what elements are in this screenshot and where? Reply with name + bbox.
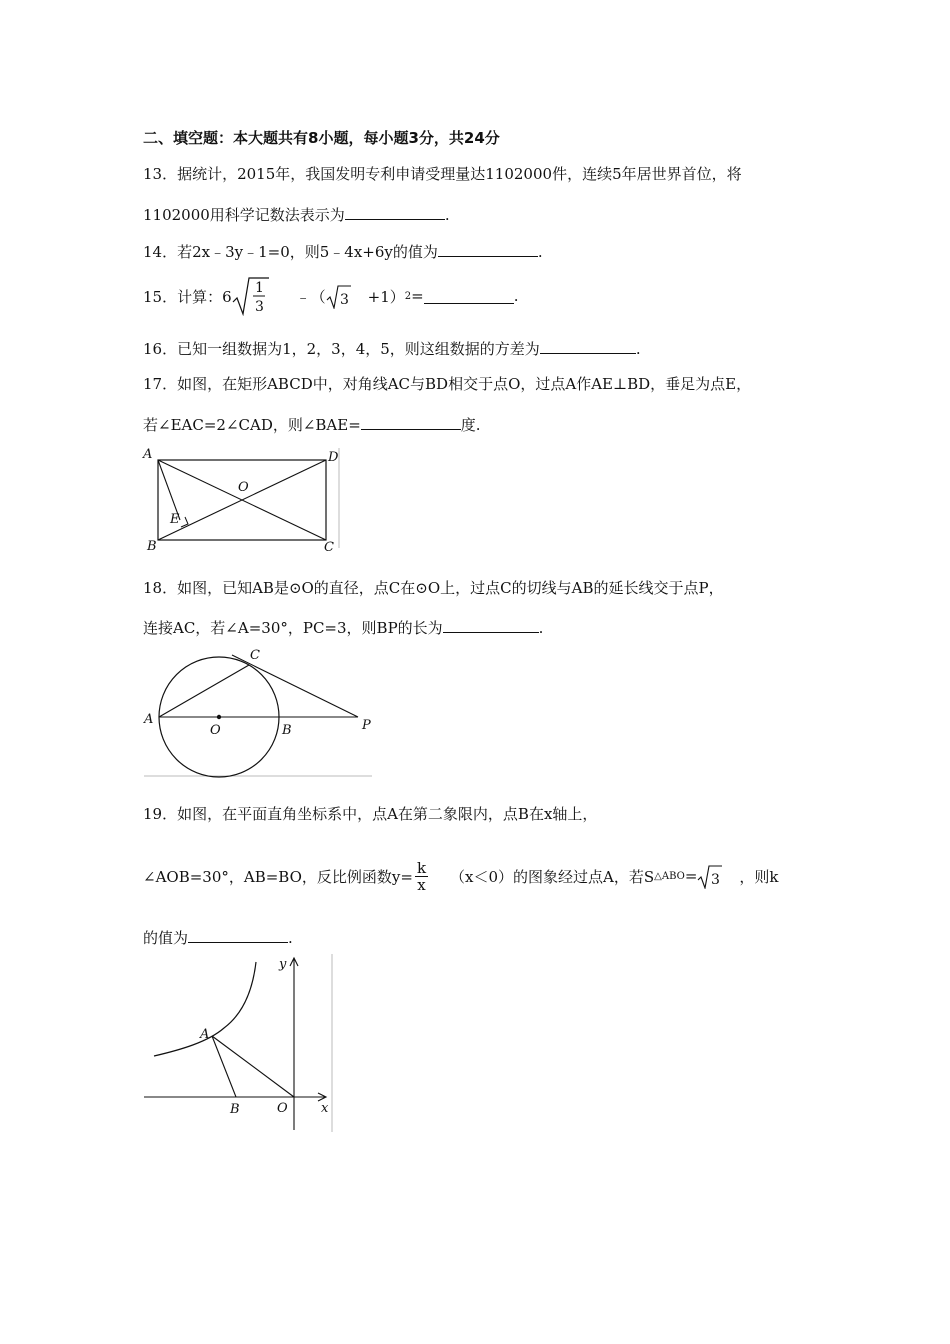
q15-answer-blank[interactable] (424, 289, 514, 304)
figure-19-coordinate-plane (140, 950, 340, 1134)
q16-end: . (635, 340, 641, 358)
q19-line2a: ∠AOB=30°，AB=BO，反比例函数y= (143, 867, 413, 886)
q19-frac-num: k (416, 858, 427, 877)
label-a: A (143, 447, 153, 462)
figure-18-circle (140, 644, 376, 780)
radical-sign-icon (232, 276, 270, 316)
q17-line2 (143, 414, 481, 435)
q16-text: 16．已知一组数据为1，2，3，4，5，则这组数据的方差为 (143, 340, 540, 358)
q19-line2c: ，则k (739, 867, 779, 886)
q15-frac-num: 1 (254, 280, 264, 296)
label-b: B (147, 539, 157, 554)
q19-line2 (143, 856, 779, 896)
q17-answer-blank[interactable] (361, 415, 461, 430)
q19-line2b: （x＜0）的图象经过点A，若S (450, 867, 655, 886)
label-e: E (170, 512, 180, 527)
q15-prefix: 15．计算：6 (143, 287, 232, 306)
q14-answer-blank[interactable] (438, 242, 538, 257)
label-b: B (230, 1102, 240, 1117)
q18-line2-text: 连接AC，若∠A=30°，PC=3，则BP的长为 (143, 619, 443, 637)
section-heading: 二、填空题：本大题共有8小题，每小题3分，共24分 (143, 129, 500, 147)
q14 (143, 241, 543, 262)
radical-sign-icon (697, 863, 723, 889)
q19-line3-text: 的值为 (143, 929, 189, 947)
q14-text: 14．若2x﹣3y﹣1=0，则5﹣4x+6y的值为 (143, 243, 438, 261)
q15-root: 3 (339, 292, 349, 308)
label-b: B (282, 723, 292, 738)
label-o: O (210, 723, 221, 738)
q15-mid: ﹣（ (295, 287, 326, 306)
label-a: A (200, 1027, 210, 1042)
q15 (143, 276, 519, 316)
q13-answer-blank[interactable] (345, 205, 445, 220)
q13-end: . (444, 206, 450, 224)
right-angle-mark-icon (181, 517, 188, 527)
label-p: P (362, 718, 371, 733)
q15-end: . (513, 287, 519, 305)
q19-line3 (143, 927, 293, 948)
q16-answer-blank[interactable] (540, 339, 636, 354)
q19-frac-den: x (417, 875, 426, 894)
q19-eq: = (684, 867, 698, 885)
q18-line2 (143, 617, 543, 638)
center-dot-icon (217, 715, 221, 719)
q13-line2 (143, 204, 450, 225)
q15-after: +1） (367, 287, 405, 306)
q17-line1: 17．如图，在矩形ABCD中，对角线AC与BD相交于点O，过点A作AE⊥BD，垂足为点E， (143, 375, 752, 393)
q16 (143, 338, 641, 359)
q14-end: . (537, 243, 543, 261)
tangent-cp (232, 655, 358, 717)
label-o: O (277, 1101, 288, 1116)
q15-frac-den: 3 (254, 299, 264, 315)
q18-answer-blank[interactable] (443, 618, 539, 633)
q13-line1: 13．据统计，2015年，我国发明专利申请受理量达1102000件，连续5年居世界首位，将 (143, 165, 742, 183)
chord-ac (159, 665, 249, 717)
figure-17-rectangle (140, 444, 346, 556)
q19-end: . (288, 929, 293, 947)
q17-end: 度. (460, 416, 481, 434)
q19-line1: 19．如图，在平面直角坐标系中，点A在第二象限内，点B在x轴上， (143, 805, 598, 823)
label-y: y (279, 957, 287, 972)
q17-line2-text: 若∠EAC=2∠CAD，则∠BAE= (143, 416, 361, 434)
q18-end: . (538, 619, 544, 637)
label-d: D (328, 450, 339, 465)
q19-answer-blank[interactable] (188, 928, 288, 943)
label-o: O (238, 480, 249, 495)
label-a: A (144, 712, 154, 727)
label-c: C (250, 648, 260, 663)
q19-sub: △ABO (654, 870, 685, 882)
label-c: C (324, 540, 334, 555)
q19-root: 3 (711, 872, 721, 888)
q18-line1: 18．如图，已知AB是⊙O的直径，点C在⊙O上，过点C的切线与AB的延长线交于点P， (143, 579, 724, 597)
label-x: x (321, 1101, 329, 1116)
q15-sup: 2 (404, 290, 412, 302)
q13-line2-text: 1102000用科学记数法表示为 (143, 206, 345, 224)
radical-sign-icon (326, 283, 352, 309)
q19-fraction (415, 860, 428, 893)
q15-sqrt-frac (232, 276, 270, 316)
q15-eq: = (411, 287, 424, 305)
